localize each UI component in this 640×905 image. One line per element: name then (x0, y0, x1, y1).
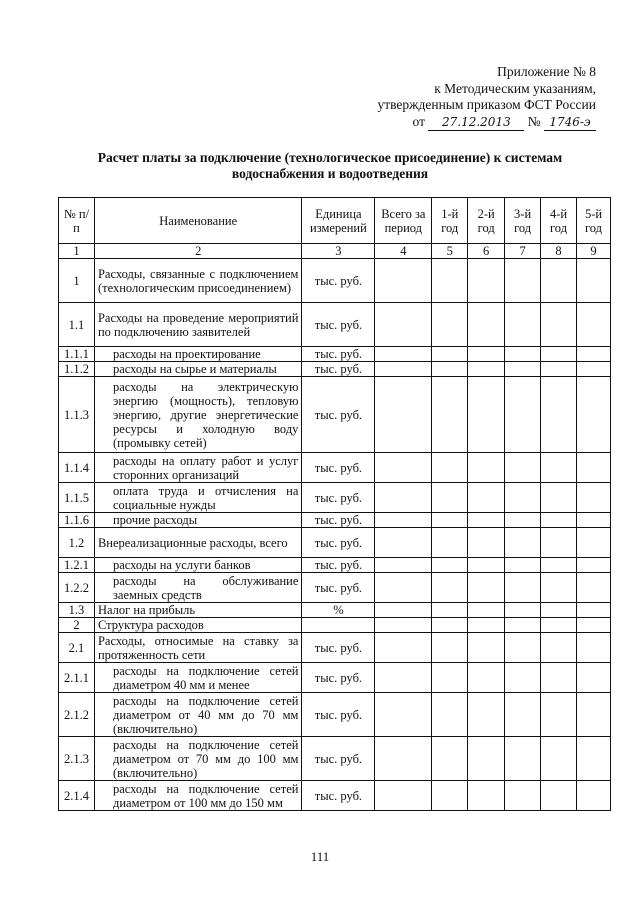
value-cell (505, 528, 541, 558)
value-cell (541, 259, 577, 303)
value-cell (505, 558, 541, 573)
value-cell (432, 781, 468, 811)
appendix-label: Приложение № 8 (497, 64, 596, 79)
page-number: 111 (310, 849, 330, 864)
value-cell (468, 513, 505, 528)
value-cell (432, 259, 468, 303)
value-cell (576, 513, 610, 528)
value-cell (432, 362, 468, 377)
value-cell (375, 693, 432, 737)
value-cell (375, 513, 432, 528)
table-row (59, 377, 611, 453)
value-cell (432, 693, 468, 737)
header-cell: Всего за период (375, 198, 432, 244)
table-row (59, 558, 611, 573)
value-cell (505, 453, 541, 483)
value-cell (541, 633, 577, 663)
table-row (59, 618, 611, 633)
row-unit: тыс. руб. (302, 303, 375, 347)
value-cell (468, 663, 505, 693)
row-name: оплата труда и отчисления на социальные нужды (94, 483, 301, 513)
value-cell (505, 362, 541, 377)
header-cell: 1-й год (432, 198, 468, 244)
header-cell: 3-й год (505, 198, 541, 244)
value-cell (576, 303, 610, 347)
value-cell (541, 513, 577, 528)
row-unit: тыс. руб. (302, 693, 375, 737)
row-unit: тыс. руб. (302, 259, 375, 303)
value-cell (468, 693, 505, 737)
value-cell (375, 603, 432, 618)
value-cell (468, 737, 505, 781)
table-row (59, 528, 611, 558)
value-cell (468, 362, 505, 377)
value-cell (541, 558, 577, 573)
row-name: расходы на обслуживание заемных средств (94, 573, 301, 603)
value-cell (576, 693, 610, 737)
column-number: 5 (432, 244, 468, 259)
value-cell (576, 781, 610, 811)
value-cell (375, 347, 432, 362)
table-row (59, 737, 611, 781)
row-unit: тыс. руб. (302, 737, 375, 781)
row-unit: тыс. руб. (302, 513, 375, 528)
value-cell (505, 513, 541, 528)
row-name: расходы на подключение сетей диаметром 40 мм и менее (94, 663, 301, 693)
table-row (59, 483, 611, 513)
row-unit: тыс. руб. (302, 633, 375, 663)
document-title (60, 150, 600, 182)
value-cell (432, 558, 468, 573)
value-cell (505, 693, 541, 737)
value-cell (432, 513, 468, 528)
value-cell (375, 377, 432, 453)
value-cell (468, 618, 505, 633)
column-number: 4 (375, 244, 432, 259)
row-name: Расходы на проведение мероприятий по подключению заявителей (94, 303, 301, 347)
value-cell (468, 603, 505, 618)
row-unit: тыс. руб. (302, 453, 375, 483)
value-cell (541, 618, 577, 633)
row-unit: тыс. руб. (302, 558, 375, 573)
value-cell (375, 362, 432, 377)
row-name: Расходы, относимые на ставку за протяженность сети (94, 633, 301, 663)
row-name: расходы на проектирование (94, 347, 301, 362)
value-cell (375, 453, 432, 483)
value-cell (375, 618, 432, 633)
row-unit: тыс. руб. (302, 483, 375, 513)
value-cell (468, 303, 505, 347)
value-cell (468, 573, 505, 603)
row-name: Внереализационные расходы, всего (94, 528, 301, 558)
value-cell (432, 633, 468, 663)
value-cell (576, 259, 610, 303)
table-row (59, 513, 611, 528)
value-cell (505, 603, 541, 618)
header-cell: 4-й год (541, 198, 577, 244)
row-number: 2.1.4 (59, 781, 95, 811)
row-number: 2.1 (59, 633, 95, 663)
value-cell (432, 377, 468, 453)
value-cell (576, 528, 610, 558)
value-cell (541, 737, 577, 781)
value-cell (541, 663, 577, 693)
row-number: 1.2.1 (59, 558, 95, 573)
value-cell (576, 453, 610, 483)
value-cell (541, 483, 577, 513)
document-header (377, 64, 596, 131)
row-unit (302, 618, 375, 633)
row-name: расходы на оплату работ и услуг сторонних организаций (94, 453, 301, 483)
title-line-2: водоснабжения и водоотведения (231, 166, 429, 181)
row-unit: тыс. руб. (302, 781, 375, 811)
table-row (59, 781, 611, 811)
value-cell (576, 362, 610, 377)
table-row (59, 663, 611, 693)
value-cell (505, 259, 541, 303)
value-cell (432, 573, 468, 603)
value-cell (432, 528, 468, 558)
value-cell (576, 737, 610, 781)
value-cell (505, 737, 541, 781)
value-cell (541, 528, 577, 558)
row-name: расходы на электрическую энергию (мощность), тепловую энергию, другие энергетические ресурсы и холодную воду (промывку сетей) (94, 377, 301, 453)
row-number: 1.2 (59, 528, 95, 558)
value-cell (432, 737, 468, 781)
row-number: 2 (59, 618, 95, 633)
value-cell (541, 347, 577, 362)
value-cell (468, 347, 505, 362)
value-cell (432, 483, 468, 513)
row-unit: тыс. руб. (302, 362, 375, 377)
value-cell (468, 377, 505, 453)
row-number: 1.2.2 (59, 573, 95, 603)
value-cell (432, 663, 468, 693)
row-number: 1.1.6 (59, 513, 95, 528)
row-number: 1.1.4 (59, 453, 95, 483)
value-cell (505, 781, 541, 811)
value-cell (505, 573, 541, 603)
number-label: № (527, 113, 541, 129)
value-cell (541, 362, 577, 377)
order-ref: утвержденным приказом ФСТ России (377, 97, 596, 112)
value-cell (505, 633, 541, 663)
column-number: 3 (302, 244, 375, 259)
table-header-row (59, 198, 611, 244)
value-cell (468, 528, 505, 558)
column-number-row (59, 244, 611, 259)
value-cell (375, 737, 432, 781)
appendix-ref: к Методическим указаниям, (434, 80, 596, 96)
row-number: 1.3 (59, 603, 95, 618)
value-cell (468, 453, 505, 483)
row-unit: % (302, 603, 375, 618)
value-cell (541, 573, 577, 603)
cost-table (58, 197, 611, 811)
row-unit: тыс. руб. (302, 377, 375, 453)
value-cell (576, 573, 610, 603)
value-cell (505, 303, 541, 347)
table-row (59, 453, 611, 483)
value-cell (432, 618, 468, 633)
value-cell (375, 781, 432, 811)
value-cell (375, 483, 432, 513)
table-row (59, 259, 611, 303)
row-unit: тыс. руб. (302, 528, 375, 558)
column-number: 8 (541, 244, 577, 259)
row-number: 1.1.5 (59, 483, 95, 513)
row-name: расходы на подключение сетей диаметром от 70 мм до 100 мм (включительно) (94, 737, 301, 781)
order-date-number (377, 114, 596, 132)
value-cell (541, 453, 577, 483)
row-name: Налог на прибыль (94, 603, 301, 618)
row-number: 1 (59, 259, 95, 303)
value-cell (375, 558, 432, 573)
value-cell (468, 633, 505, 663)
column-number: 9 (576, 244, 610, 259)
value-cell (468, 558, 505, 573)
row-number: 2.1.1 (59, 663, 95, 693)
column-number: 2 (94, 244, 301, 259)
value-cell (576, 633, 610, 663)
order-number: 1746-э (544, 114, 596, 132)
value-cell (375, 528, 432, 558)
value-cell (576, 347, 610, 362)
row-unit: тыс. руб. (302, 663, 375, 693)
header-cell: № п/п (59, 198, 95, 244)
value-cell (576, 377, 610, 453)
value-cell (541, 603, 577, 618)
value-cell (576, 603, 610, 618)
value-cell (432, 303, 468, 347)
value-cell (375, 259, 432, 303)
column-number: 6 (468, 244, 505, 259)
row-name: Структура расходов (94, 618, 301, 633)
value-cell (541, 303, 577, 347)
row-number: 2.1.3 (59, 737, 95, 781)
row-unit: тыс. руб. (302, 347, 375, 362)
row-name: расходы на подключение сетей диаметром от 100 мм до 150 мм (94, 781, 301, 811)
title-line-1: Расчет платы за подключение (технологическое присоединение) к системам (97, 150, 563, 165)
table-row (59, 347, 611, 362)
header-cell: 5-й год (576, 198, 610, 244)
row-name: расходы на сырье и материалы (94, 362, 301, 377)
value-cell (468, 259, 505, 303)
row-number: 1.1.1 (59, 347, 95, 362)
row-number: 1.1.3 (59, 377, 95, 453)
value-cell (375, 303, 432, 347)
header-cell: 2-й год (468, 198, 505, 244)
value-cell (375, 663, 432, 693)
order-date: 27.12.2013 (428, 114, 524, 132)
row-number: 2.1.2 (59, 693, 95, 737)
column-number: 7 (505, 244, 541, 259)
value-cell (375, 573, 432, 603)
value-cell (541, 377, 577, 453)
value-cell (468, 483, 505, 513)
value-cell (576, 558, 610, 573)
row-name: прочие расходы (94, 513, 301, 528)
value-cell (541, 693, 577, 737)
row-name: Расходы, связанные с подключением (технологическим присоединением) (94, 259, 301, 303)
row-number: 1.1 (59, 303, 95, 347)
column-number: 1 (59, 244, 95, 259)
value-cell (505, 347, 541, 362)
table-row (59, 693, 611, 737)
value-cell (432, 347, 468, 362)
value-cell (505, 377, 541, 453)
table-row (59, 303, 611, 347)
value-cell (505, 663, 541, 693)
table-row (59, 362, 611, 377)
value-cell (432, 603, 468, 618)
value-cell (541, 781, 577, 811)
row-unit: тыс. руб. (302, 573, 375, 603)
value-cell (468, 781, 505, 811)
header-cell: Наименование (94, 198, 301, 244)
from-label: от (412, 113, 425, 129)
row-name: расходы на подключение сетей диаметром от 40 мм до 70 мм (включительно) (94, 693, 301, 737)
value-cell (576, 483, 610, 513)
value-cell (432, 453, 468, 483)
value-cell (505, 618, 541, 633)
table-row (59, 633, 611, 663)
value-cell (505, 483, 541, 513)
table-row (59, 573, 611, 603)
table-row (59, 603, 611, 618)
row-name: расходы на услуги банков (94, 558, 301, 573)
row-number: 1.1.2 (59, 362, 95, 377)
value-cell (576, 618, 610, 633)
value-cell (576, 663, 610, 693)
value-cell (375, 633, 432, 663)
header-cell: Единица измерений (302, 198, 375, 244)
